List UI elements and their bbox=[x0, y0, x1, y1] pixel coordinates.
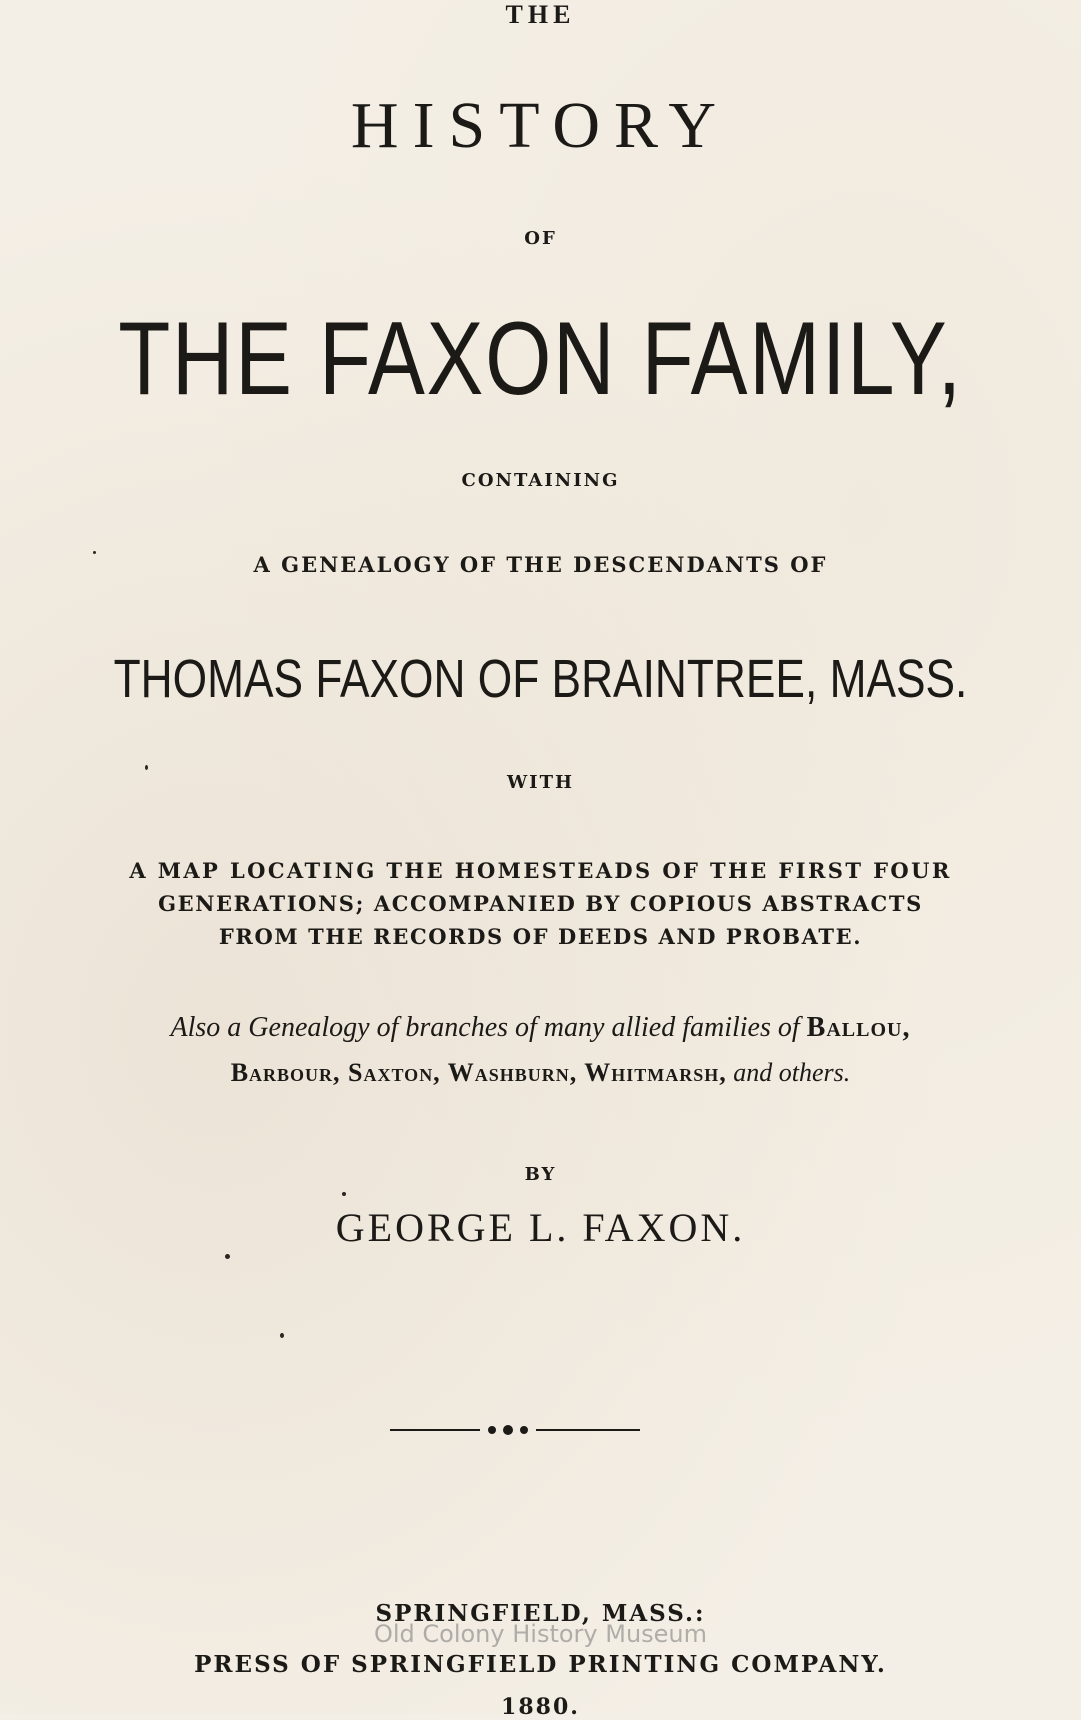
ornament-dot-right bbox=[520, 1426, 528, 1434]
allied-families-line-1 bbox=[0, 1012, 1081, 1044]
title-family-name: THE FAXON FAMILY, bbox=[118, 301, 963, 417]
allied-family-ballou: Ballou, bbox=[806, 1012, 911, 1043]
author-name: GEORGE L. FAXON. bbox=[335, 1205, 746, 1250]
subject-line: THOMAS FAXON OF BRAINTREE, MASS. bbox=[113, 649, 968, 709]
watermark-text: Old Colony History Museum bbox=[373, 1620, 708, 1648]
imprint-press: PRESS OF SPRINGFIELD PRINTING COMPANY. bbox=[194, 1651, 887, 1678]
allied-families-line-2 bbox=[0, 1058, 1081, 1088]
ink-speck bbox=[93, 551, 96, 554]
label-with: WITH bbox=[506, 772, 575, 793]
allied-family-names: Barbour, Saxton, Washburn, Whitmarsh, bbox=[230, 1058, 727, 1087]
genealogy-line: A GENEALOGY OF THE DESCENDANTS OF bbox=[253, 552, 828, 577]
imprint-year: 1880. bbox=[501, 1694, 580, 1720]
label-containing: CONTAINING bbox=[461, 470, 620, 491]
ink-speck bbox=[225, 1254, 230, 1259]
ornament-dot-center bbox=[503, 1425, 513, 1435]
title-the: THE bbox=[505, 0, 576, 29]
ink-speck bbox=[280, 1333, 284, 1338]
label-by: BY bbox=[524, 1164, 557, 1185]
map-description-line-3: FROM THE RECORDS OF DEEDS AND PROBATE. bbox=[218, 924, 863, 949]
imprint-city: SPRINGFIELD, MASS.: bbox=[375, 1600, 706, 1627]
allied-families-intro: Also a Genealogy of branches of many allied families of bbox=[170, 1012, 800, 1043]
ornament-divider bbox=[390, 1420, 640, 1440]
ink-speck bbox=[145, 765, 148, 770]
title-of: OF bbox=[524, 228, 557, 249]
allied-families-others: and others. bbox=[733, 1058, 851, 1087]
map-description-line-2: GENERATIONS; ACCOMPANIED BY COPIOUS ABSTRACTS bbox=[158, 891, 923, 916]
ornament-dot-left bbox=[488, 1426, 496, 1434]
map-description-line-1: A MAP LOCATING THE HOMESTEADS OF THE FIRST FOUR bbox=[129, 858, 952, 883]
title-history: HISTORY bbox=[350, 89, 731, 162]
ink-speck bbox=[342, 1192, 346, 1196]
